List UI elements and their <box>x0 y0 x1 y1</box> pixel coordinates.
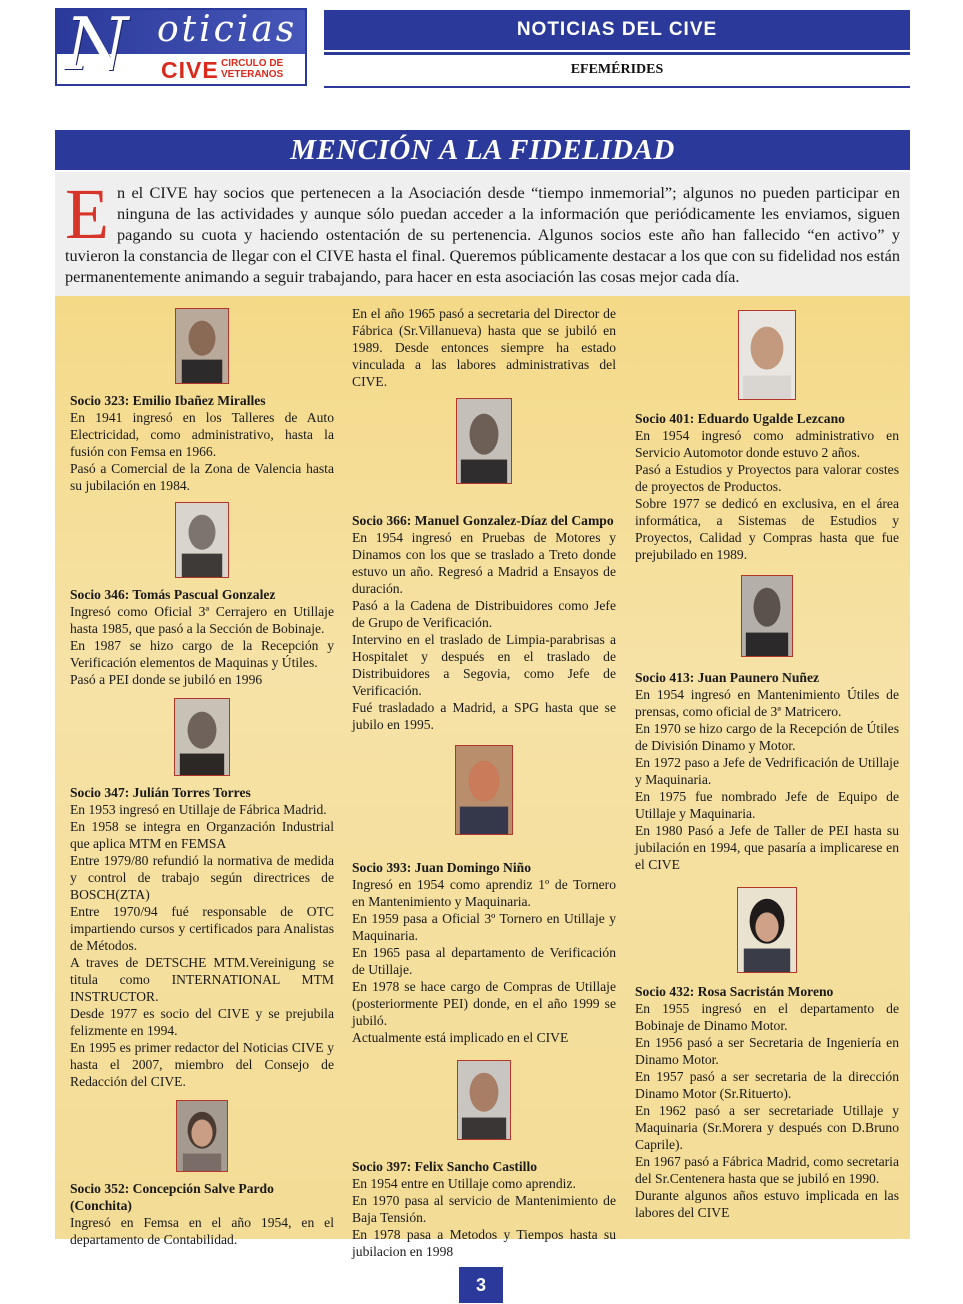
section-header: NOTICIAS DEL CIVE <box>324 10 910 50</box>
bio-paragraph: En 1975 fue nombrado Jefe de Equipo de Utillaje y Maquinaria. <box>635 789 899 821</box>
bio-paragraph: En 1958 se integra en Organzación Industrial que aplica MTM en FEMSA <box>70 819 334 851</box>
bio-paragraph: En 1955 ingresó en el departamento de Bobinaje de Dinamo Motor. <box>635 1001 899 1033</box>
bio-paragraph: Pasó a PEI donde se jubiló en 1996 <box>70 672 263 687</box>
member-bio <box>352 529 616 733</box>
bio-paragraph: En 1987 se hizo cargo de la Recepción y Verificación elementos de Maquinas y Útiles. <box>70 638 334 670</box>
bio-paragraph: Entre 1979/80 refundió la normativa de medida y control de trabajo según directrices de BOSCH(ZTA) <box>70 853 334 902</box>
logo-word: oticias <box>157 9 298 50</box>
bio-paragraph: En 1970 pasa al servicio de Mantenimiento de Baja Tensión. <box>352 1193 616 1225</box>
member-photo <box>738 310 796 400</box>
bio-paragraph: En 1959 pasa a Oficial 3º Tornero en Utillaje y Maquinaria. <box>352 911 616 943</box>
bio-paragraph: Durante algunos años estuvo implicada en las labores del CIVE <box>635 1188 899 1220</box>
bio-paragraph: En 1954 ingresó como administrativo en Servicio Automotor donde estuvo 2 años. <box>635 428 899 460</box>
bio-paragraph: En 1995 es primer redactor del Noticias CIVE y hasta el 2007, miembro del Consejo de Redacción del CIVE. <box>70 1040 334 1089</box>
member-photo <box>176 1100 228 1172</box>
member-name: Socio 352: Concepción Salve Pardo (Conchita) <box>70 1181 274 1213</box>
newsletter-logo <box>55 8 307 86</box>
member-bio <box>352 876 616 1046</box>
member-name: Socio 366: Manuel Gonzalez-Díaz del Campo <box>352 513 614 528</box>
member-name: Socio 393: Juan Domingo Niño <box>352 860 532 875</box>
member-bio-continued <box>352 305 616 390</box>
bio-paragraph: Desde 1977 es socio del CIVE y se prejubila felizmente en 1994. <box>70 1006 334 1038</box>
bio-paragraph: Entre 1970/94 fué responsable de OTC impartiendo cursos y certificados para Analistas de Métodos. <box>70 904 334 953</box>
article-intro <box>55 172 910 296</box>
member-photo <box>457 1060 511 1140</box>
header-divider-bottom <box>324 86 910 88</box>
page-number-label: 3 <box>475 1274 486 1295</box>
member-photo <box>175 502 229 578</box>
member-bio <box>352 1175 616 1260</box>
drop-cap: E <box>65 174 109 254</box>
bio-paragraph: En 1972 paso a Jefe de Vedrificación de Utillaje y Maquinaria. <box>635 755 899 787</box>
column-3 <box>635 296 899 1221</box>
bio-paragraph: Pasó a Estudios y Proyectos para valorar costes de proyectos de Productos. <box>635 462 899 494</box>
member-bio <box>70 801 334 1090</box>
bio-paragraph: Ingresó como Oficial 3ª Cerrajero en Utillaje hasta 1985, que pasó a la Sección de Bobinaje. <box>70 604 334 636</box>
member-bio <box>70 1214 334 1248</box>
members-panel <box>55 296 910 1259</box>
bio-paragraph: En 1954 entre en Utillaje como aprendiz. <box>352 1176 576 1191</box>
bio-paragraph: En 1956 pasó a ser Secretaria de Ingeniería en Dinamo Motor. <box>635 1035 899 1067</box>
bio-paragraph: En 1962 pasó a ser secretariade Utillaje y Maquinaria (Sr.Morera y después con D.Bruno Caprile). <box>635 1103 899 1152</box>
member-bio <box>635 427 899 563</box>
bio-paragraph: Fué trasladado a Madrid, a SPG hasta que se jubilo en 1995. <box>352 700 616 732</box>
header-divider <box>324 52 910 55</box>
member-name: Socio 323: Emilio Ibañez Miralles <box>70 393 266 408</box>
subsection-title: EFEMÉRIDES <box>570 62 664 77</box>
member-bio <box>635 686 899 873</box>
bio-paragraph: Intervino en el traslado de Limpia-parabrisas a Hospitalet y después en el traslado de Distribuidores a Segovia, como Jefe de Verificación. <box>352 632 616 698</box>
bio-paragraph: En 1967 pasó a Fábrica Madrid, como secretaria del Sr.Centenera hasta que se jubiló en 1990. <box>635 1154 899 1186</box>
bio-paragraph: En 1970 se hizo cargo de la Recepción de Útiles de División Dinamo y Motor. <box>635 721 899 753</box>
logo-initial: N <box>65 8 128 86</box>
bio-paragraph: A traves de DETSCHE MTM.Vereinigung se titula como INTERNATIONAL MTM INSTRUCTOR. <box>70 955 334 1004</box>
bio-paragraph: Ingresó en Femsa en el año 1954, en el departamento de Contabilidad. <box>70 1215 334 1247</box>
logo-subtitle <box>221 58 283 80</box>
member-photo <box>741 575 793 657</box>
bio-paragraph: En 1954 ingresó en Mantenimiento Útiles de prensas, como oficial de 3ª Matricero. <box>635 687 899 719</box>
bio-paragraph: En 1957 pasó a ser secretaria de la dirección Dinamo Motor (Sr.Rituerto). <box>635 1069 899 1101</box>
member-photo <box>456 398 512 484</box>
bio-paragraph: En 1954 ingresó en Pruebas de Motores y Dinamos con los que se traslado a Treto donde estuvo un año. Regresó a Madrid a Ensayos de duración. <box>352 530 616 596</box>
member-bio <box>70 603 334 688</box>
member-name: Socio 413: Juan Paunero Nuñez <box>635 670 820 685</box>
logo-brand: CIVE <box>161 57 219 83</box>
bio-paragraph: En 1978 pasa a Metodos y Tiempos hasta su jubilacion en 1998 <box>352 1227 616 1259</box>
member-photo <box>174 698 230 776</box>
member-name: Socio 397: Felix Sancho Castillo <box>352 1159 538 1174</box>
member-name: Socio 432: Rosa Sacristán Moreno <box>635 984 834 999</box>
member-photo <box>455 745 513 835</box>
member-photo <box>737 887 797 973</box>
bio-paragraph: Actualmente está implicado en el CIVE <box>352 1030 569 1045</box>
column-2 <box>352 296 616 1260</box>
member-name: Socio 401: Eduardo Ugalde Lezcano <box>635 411 845 426</box>
member-bio <box>635 1000 899 1221</box>
bio-paragraph: Pasó a la Cadena de Distribuidores como Jefe de Grupo de Verificación. <box>352 598 616 630</box>
bio-paragraph: Ingresó en 1954 como aprendiz 1º de Tornero en Mantenimiento y Maquinaria. <box>352 877 616 909</box>
intro-text: n el CIVE hay socios que pertenecen a la Asociación desde “tiempo inmemorial”; algunos no pueden participar en ninguna de las actividades y aunque sólo puedan acceder a la información que periódicamente les enviamos, siguen pagando su cuota y haciendo ostentación de su pertenencia. Algunos socios este año han fallecido “en activo” y tuvieron la constancia de llegar con el CIVE hasta el final. Queremos públicamente destacar a los que con su fidelidad nos están permanentemente animando a seguir trabajando, para hacer en esta asociación las cosas mejor cada día. <box>65 183 900 286</box>
article-title: MENCIÓN A LA FIDELIDAD <box>55 130 910 170</box>
bio-paragraph: En el año 1965 pasó a secretaria del Director de Fábrica (Sr.Villanueva) hasta que se jubiló en 1989. Desde entonces siempre ha estado vinculada a las labores administrativas del CIVE. <box>352 306 616 389</box>
bio-paragraph: En 1965 pasa al departamento de Verificación de Utillaje. <box>352 945 616 977</box>
bio-paragraph: En 1953 ingresó en Utillaje de Fábrica Madrid. <box>70 802 327 817</box>
bio-paragraph: Pasó a Comercial de la Zona de Valencia hasta su jubilación en 1984. <box>70 461 334 493</box>
bio-paragraph: En 1941 ingresó en los Talleres de Auto Electricidad, como administrativo, hasta la fusión con Femsa en 1966. <box>70 410 334 459</box>
member-bio <box>70 409 334 494</box>
member-name: Socio 347: Julián Torres Torres <box>70 785 251 800</box>
page-number <box>459 1267 503 1303</box>
logo-sub-line2: VETERANOS <box>221 69 284 80</box>
member-photo <box>175 308 229 384</box>
logo-sub-line1: CIRCULO DE <box>221 58 284 69</box>
bio-paragraph: En 1980 Pasó a Jefe de Taller de PEI hasta su jubilación en 1994, que pasaría a implicarese en el CIVE <box>635 823 899 872</box>
bio-paragraph: Sobre 1977 se dedicó en exclusiva, en el área informática, a Sistemas de Estudios y Proyectos, Calidad y Compras hasta que fue prejubilado en 1989. <box>635 496 899 562</box>
member-name: Socio 346: Tomás Pascual Gonzalez <box>70 587 276 602</box>
bio-paragraph: En 1978 se hace cargo de Compras de Utillaje (posteriormente PEI) donde, en el año 1999 se jubiló. <box>352 979 616 1028</box>
column-1 <box>70 296 334 1248</box>
